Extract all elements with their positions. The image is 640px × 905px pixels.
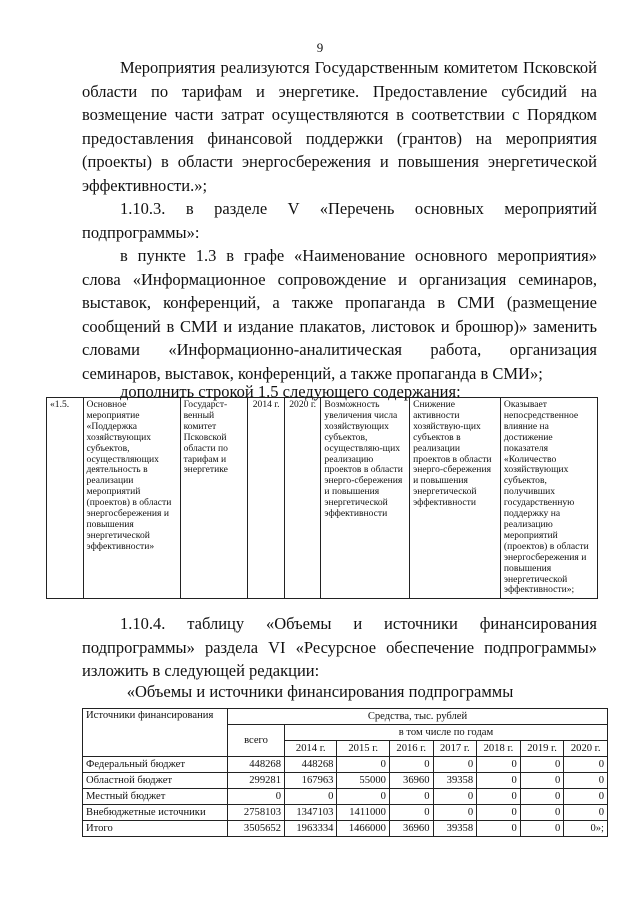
table-title: «Объемы и источники финансирования подпрограммы: [126, 682, 514, 701]
header-funds: Средства, тыс. рублей: [228, 709, 608, 725]
cell: 0: [564, 757, 608, 773]
paragraph-4: дополнить строкой 1.5 следующего содержания:: [120, 382, 461, 401]
cell: 36960: [389, 773, 433, 789]
cell: 0: [520, 773, 564, 789]
expected-result: Возможность увеличения числа хозяйствующих субъектов, осуществляю-щих реализацию проектов в области энерго-сбережения и повышения энергетической эффективности: [321, 398, 410, 599]
cell: 0: [564, 773, 608, 789]
paragraph-2: 1.10.3. в разделе V «Перечень основных мероприятий подпрограммы»:: [82, 199, 597, 242]
table-row: [83, 821, 608, 837]
paragraph-1: Мероприятия реализуются Государственным комитетом Псковской области по тарифам и энергетике. Предоставление субсидий на возмещение части затрат осуществляются в соответствии с Порядком предоставления финансовой поддержки (грантов) на мероприятия (проекты) в области энергосбережения и повышения энергетической эффективности.»;: [82, 58, 597, 195]
header-year: 2020 г.: [564, 741, 608, 757]
cell: 39358: [433, 821, 477, 837]
header-year: 2019 г.: [520, 741, 564, 757]
cell: 0: [389, 805, 433, 821]
cell: 0: [520, 789, 564, 805]
cell: 2758103: [228, 805, 285, 821]
cell: 0: [433, 757, 477, 773]
risk: Снижение активности хозяйствую-щих субъектов в реализации проектов в области энерго-сбережения и повышения энергетической эффективности: [410, 398, 501, 599]
cell: 0: [477, 789, 521, 805]
paragraph-5: 1.10.4. таблицу «Объемы и источники финансирования подпрограммы» раздела VI «Ресурсное обеспечение подпрограммы» изложить в следующей редакции:: [82, 614, 597, 681]
table-row: [83, 757, 608, 773]
page-number: 9: [316, 40, 324, 55]
table-row: [47, 398, 598, 599]
cell: 0: [389, 757, 433, 773]
cell: 0: [433, 789, 477, 805]
cell: 0: [337, 789, 389, 805]
cell: 0: [520, 821, 564, 837]
cell: 0: [389, 789, 433, 805]
cell: 0: [520, 757, 564, 773]
activity-name: Основное мероприятие «Поддержка хозяйствующих субъектов, осуществляющих деятельность в реализации мероприятий (проектов) в области энергосбережения и повышения энергетической эффективности»: [83, 398, 180, 599]
header-source: Источники финансирования: [83, 709, 228, 757]
paragraph-3: в пункте 1.3 в графе «Наименование основного мероприятия» слова «Информационное сопровождение и организация семинаров, выставок, конференций, а также пропаганда в СМИ (размещение сообщений в СМИ и издание плакатов, листовок и брошюр)» заменить словами «Информационно-аналитическая работа, организация семинаров, выставок, конференций, а также пропаганда в СМИ»;: [82, 246, 597, 383]
header-total: всего: [228, 725, 285, 757]
table-row: [83, 789, 608, 805]
end-year: 2020 г.: [284, 398, 321, 599]
cell: 1411000: [337, 805, 389, 821]
row-label: Итого: [83, 821, 228, 837]
cell: 448268: [285, 757, 337, 773]
cell: 167963: [285, 773, 337, 789]
row-1-5-table: [46, 397, 598, 599]
cell: 55000: [337, 773, 389, 789]
header-including: в том числе по годам: [285, 725, 608, 741]
cell: 39358: [433, 773, 477, 789]
cell: 0: [477, 773, 521, 789]
cell: 0: [433, 805, 477, 821]
table-row: [83, 805, 608, 821]
row-label: Внебюджетные источники: [83, 805, 228, 821]
cell: 0: [477, 821, 521, 837]
start-year: 2014 г.: [248, 398, 285, 599]
row-label: Местный бюджет: [83, 789, 228, 805]
cell: 448268: [228, 757, 285, 773]
cell: 0: [228, 789, 285, 805]
row-label: Федеральный бюджет: [83, 757, 228, 773]
table-row: [83, 773, 608, 789]
header-year: 2018 г.: [477, 741, 521, 757]
header-year: 2014 г.: [285, 741, 337, 757]
cell: 0: [520, 805, 564, 821]
impact: Оказывает непосредственное влияние на достижение показателя «Количество хозяйствующих субъектов, получивших государственную поддержку на реализацию мероприятий (проектов) в области энергосбережения и повышения энергетической эффективности»;: [500, 398, 597, 599]
row-label: Областной бюджет: [83, 773, 228, 789]
cell: 0»;: [564, 821, 608, 837]
cell: 1963334: [285, 821, 337, 837]
header-year: 2017 г.: [433, 741, 477, 757]
header-year: 2016 г.: [389, 741, 433, 757]
cell: 0: [477, 757, 521, 773]
cell: 36960: [389, 821, 433, 837]
cell: 0: [564, 805, 608, 821]
row-number: «1.5.: [47, 398, 84, 599]
cell: 1347103: [285, 805, 337, 821]
cell: 3505652: [228, 821, 285, 837]
cell: 0: [564, 789, 608, 805]
cell: 299281: [228, 773, 285, 789]
cell: 1466000: [337, 821, 389, 837]
header-row: [83, 709, 608, 725]
cell: 0: [285, 789, 337, 805]
cell: 0: [477, 805, 521, 821]
executor: Государст-венный комитет Псковской области по тарифам и энергетике: [180, 398, 248, 599]
cell: 0: [337, 757, 389, 773]
header-year: 2015 г.: [337, 741, 389, 757]
financing-table: [82, 708, 608, 837]
